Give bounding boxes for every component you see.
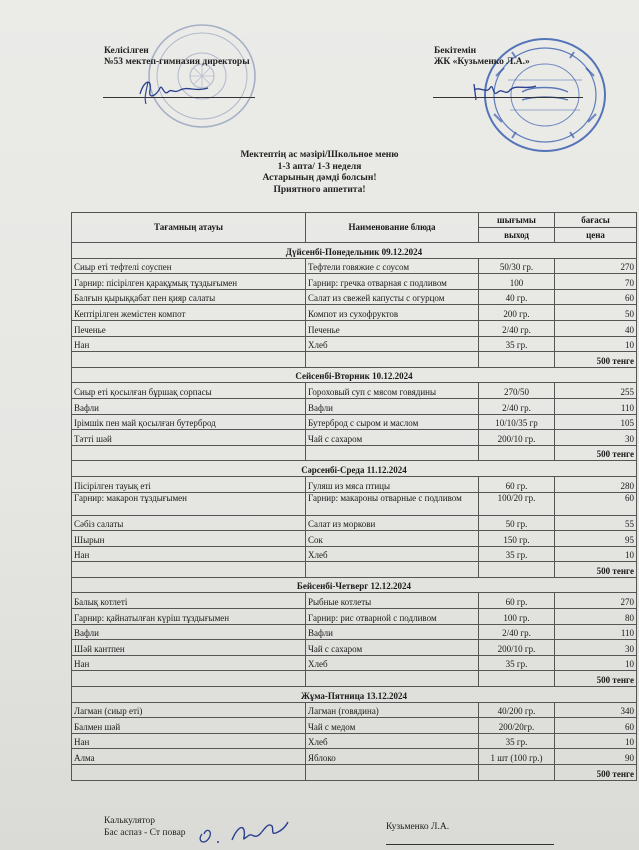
dish-portion: 50/30 гр. (479, 258, 555, 274)
header-price-ru: цена (555, 228, 637, 243)
footer-left (104, 815, 186, 839)
menu-item-row (72, 289, 637, 305)
menu-item-row (72, 305, 637, 321)
chef-signature (192, 812, 292, 848)
approver-signature (470, 76, 540, 106)
dish-portion: 2/40 гр. (479, 624, 555, 640)
menu-item-row (72, 609, 637, 625)
dish-name-ru: Тефтели говяжие с соусом (306, 258, 479, 274)
dish-portion: 200/10 гр. (479, 640, 555, 656)
day-header-row (72, 687, 637, 703)
dish-portion: 150 гр. (479, 531, 555, 547)
footer-name: Кузьменко Л.А. (386, 822, 450, 832)
menu-table-body (72, 243, 637, 781)
day-header-row (72, 461, 637, 477)
dish-name-kz: Нан (72, 546, 306, 562)
dish-name-kz: Алма (72, 749, 306, 765)
dish-name-kz: Лагман (сиыр еті) (72, 702, 306, 718)
dish-name-kz: Вафли (72, 398, 306, 414)
dish-portion: 200 гр. (479, 305, 555, 321)
menu-item-row (72, 515, 637, 531)
menu-item-row (72, 531, 637, 547)
menu-table (71, 212, 637, 781)
menu-item-row (72, 655, 637, 671)
title-line-1: Мектептің ас мәзірі/Школьное меню (240, 150, 399, 160)
dish-name-ru: Хлеб (306, 336, 479, 352)
dish-portion: 100 гр. (479, 609, 555, 625)
dish-price: 340 (555, 702, 637, 718)
dish-portion: 40 гр. (479, 289, 555, 305)
dish-price: 110 (555, 624, 637, 640)
dish-portion: 1 шт (100 гр.) (479, 749, 555, 765)
dish-portion: 270/50 (479, 383, 555, 399)
dish-price: 55 (555, 515, 637, 531)
dish-name-ru: Гарнир: гречка отварная с подливом (306, 274, 479, 290)
day-title: Дүйсенбі-Понедельник 09.12.2024 (72, 243, 637, 259)
dish-price: 60 (555, 492, 637, 515)
dish-price: 255 (555, 383, 637, 399)
dish-name-kz: Вафли (72, 624, 306, 640)
dish-name-kz: Нан (72, 733, 306, 749)
dish-name-kz: Нан (72, 336, 306, 352)
dish-portion: 200/10 гр. (479, 430, 555, 446)
dish-name-ru: Гарнир: макароны отварные с подливом (306, 492, 479, 515)
dish-name-ru: Сок (306, 531, 479, 547)
day-total: 500 тенге (555, 765, 637, 781)
day-header-row (72, 243, 637, 259)
dish-price: 30 (555, 640, 637, 656)
dish-portion: 35 гр. (479, 336, 555, 352)
menu-item-row (72, 593, 637, 609)
day-total-row (72, 352, 637, 368)
empty-cell (72, 765, 306, 781)
approval-left-position: №53 мектеп-гимназия директоры (104, 57, 250, 67)
empty-cell (72, 671, 306, 687)
day-total-row (72, 445, 637, 461)
dish-name-kz: Сиыр еті тефтелі соуспен (72, 258, 306, 274)
menu-item-row (72, 749, 637, 765)
empty-cell (306, 765, 479, 781)
dish-name-ru: Компот из сухофруктов (306, 305, 479, 321)
dish-name-kz: Сиыр еті қосылған бұршақ сорпасы (72, 383, 306, 399)
day-total: 500 тенге (555, 352, 637, 368)
dish-name-ru: Гороховый суп с мясом говядины (306, 383, 479, 399)
dish-name-ru: Гуляш из мяса птицы (306, 476, 479, 492)
empty-cell (479, 352, 555, 368)
menu-item-row (72, 624, 637, 640)
menu-table-header (72, 213, 637, 243)
dish-name-ru: Лагман (говядина) (306, 702, 479, 718)
menu-item-row (72, 398, 637, 414)
dish-name-kz: Тәтті шәй (72, 430, 306, 446)
footer-role-chef: Бас аспаз - Ст повар (104, 828, 186, 838)
footer-role-calculator: Калькулятор (104, 816, 156, 826)
menu-item-row (72, 430, 637, 446)
empty-cell (479, 765, 555, 781)
day-header-row (72, 367, 637, 383)
menu-item-row (72, 546, 637, 562)
day-total-row (72, 671, 637, 687)
dish-portion: 35 гр. (479, 655, 555, 671)
day-total: 500 тенге (555, 562, 637, 578)
dish-price: 110 (555, 398, 637, 414)
title-line-2: 1-3 апта/ 1-3 неделя (277, 161, 362, 172)
approval-right-position: ЖК «Кузьменко Л.А.» (434, 57, 530, 67)
day-total-row (72, 765, 637, 781)
dish-price: 10 (555, 336, 637, 352)
dish-name-kz: Балық котлеті (72, 593, 306, 609)
dish-portion: 200/20гр. (479, 718, 555, 734)
dish-name-kz: Гарнир: пісірілген қарақұмық тұздығымен (72, 274, 306, 290)
day-title: Сейсенбі-Вторник 10.12.2024 (72, 367, 637, 383)
dish-name-kz: Ірімшік пен май қосылған бутерброд (72, 414, 306, 430)
dish-portion: 100 (479, 274, 555, 290)
dish-name-ru: Салат из свежей капусты с огурцом (306, 289, 479, 305)
empty-cell (306, 445, 479, 461)
empty-cell (72, 562, 306, 578)
dish-name-kz: Шәй кантпен (72, 640, 306, 656)
dish-name-ru: Вафли (306, 398, 479, 414)
menu-item-row (72, 320, 637, 336)
empty-cell (306, 562, 479, 578)
day-title: Жұма-Пятница 13.12.2024 (72, 687, 637, 703)
dish-name-kz: Гарнир: макарон тұздығымен (72, 492, 306, 515)
dish-portion: 40/200 гр. (479, 702, 555, 718)
menu-item-row (72, 476, 637, 492)
day-header-row (72, 577, 637, 593)
menu-item-row (72, 718, 637, 734)
dish-name-ru: Чай с медом (306, 718, 479, 734)
dish-price: 280 (555, 476, 637, 492)
dish-portion: 2/40 гр. (479, 320, 555, 336)
dish-price: 40 (555, 320, 637, 336)
dish-price: 270 (555, 593, 637, 609)
dish-name-ru: Чай с сахаром (306, 640, 479, 656)
dish-name-ru: Гарнир: рис отварной с подливом (306, 609, 479, 625)
menu-item-row (72, 336, 637, 352)
menu-item-row (72, 274, 637, 290)
empty-cell (479, 671, 555, 687)
day-title: Бейсенбі-Четверг 12.12.2024 (72, 577, 637, 593)
empty-cell (72, 445, 306, 461)
menu-item-row (72, 492, 637, 515)
dish-portion: 60 гр. (479, 593, 555, 609)
title-line-3: Астарының дәмді болсын! (262, 173, 377, 183)
empty-cell (306, 671, 479, 687)
dish-price: 60 (555, 289, 637, 305)
dish-portion: 100/20 гр. (479, 492, 555, 515)
dish-name-ru: Бутерброд с сыром и маслом (306, 414, 479, 430)
dish-price: 270 (555, 258, 637, 274)
dish-name-ru: Хлеб (306, 655, 479, 671)
dish-portion: 60 гр. (479, 476, 555, 492)
dish-portion: 50 гр. (479, 515, 555, 531)
menu-item-row (72, 733, 637, 749)
dish-name-kz: Гарнир: қайнатылған күріш тұздығымен (72, 609, 306, 625)
dish-portion: 35 гр. (479, 546, 555, 562)
day-total-row (72, 562, 637, 578)
dish-name-ru: Вафли (306, 624, 479, 640)
day-total: 500 тенге (555, 671, 637, 687)
dish-price: 50 (555, 305, 637, 321)
empty-cell (479, 562, 555, 578)
menu-item-row (72, 702, 637, 718)
dish-price: 70 (555, 274, 637, 290)
dish-portion: 35 гр. (479, 733, 555, 749)
header-output-kz: шығымы (479, 213, 555, 228)
dish-price: 95 (555, 531, 637, 547)
dish-name-ru: Хлеб (306, 546, 479, 562)
dish-name-ru: Хлеб (306, 733, 479, 749)
day-total: 500 тенге (555, 445, 637, 461)
dish-name-ru: Яблоко (306, 749, 479, 765)
dish-name-ru: Печенье (306, 320, 479, 336)
dish-name-kz: Сәбіз салаты (72, 515, 306, 531)
dish-name-ru: Рыбные котлеты (306, 593, 479, 609)
dish-price: 30 (555, 430, 637, 446)
dish-name-kz: Пісірілген тауық еті (72, 476, 306, 492)
day-title: Сәрсенбі-Среда 11.12.2024 (72, 461, 637, 477)
dish-price: 10 (555, 733, 637, 749)
menu-item-row (72, 383, 637, 399)
header-output-ru: выход (479, 228, 555, 243)
dish-name-kz: Шырын (72, 531, 306, 547)
dish-price: 80 (555, 609, 637, 625)
dish-name-ru: Чай с сахаром (306, 430, 479, 446)
empty-cell (72, 352, 306, 368)
approval-left-block (104, 46, 250, 68)
dish-name-kz: Нан (72, 655, 306, 671)
dish-name-kz: Печенье (72, 320, 306, 336)
title-line-4: Приятного аппетита! (273, 184, 366, 195)
approval-right-block (434, 46, 530, 68)
approval-left-label: Келісілген (104, 46, 149, 56)
menu-item-row (72, 640, 637, 656)
dish-name-ru: Салат из моркови (306, 515, 479, 531)
header-name-ru: Наименование блюда (306, 213, 479, 243)
dish-price: 105 (555, 414, 637, 430)
empty-cell (306, 352, 479, 368)
dish-name-kz: Балмен шәй (72, 718, 306, 734)
dish-price: 10 (555, 546, 637, 562)
menu-item-row (72, 414, 637, 430)
approval-right-label: Бекітемін (434, 46, 477, 56)
director-signature (134, 74, 212, 106)
dish-name-kz: Кептірілген жемістен компот (72, 305, 306, 321)
header-price-kz: бағасы (555, 213, 637, 228)
dish-name-kz: Балғын қырыққабат пен қияр салаты (72, 289, 306, 305)
empty-cell (479, 445, 555, 461)
footer-signature-line (386, 844, 554, 845)
menu-title (0, 150, 639, 196)
dish-price: 60 (555, 718, 637, 734)
menu-item-row (72, 258, 637, 274)
dish-portion: 10/10/35 гр (479, 414, 555, 430)
dish-price: 10 (555, 655, 637, 671)
header-name-kz: Тағамның атауы (72, 213, 306, 243)
dish-price: 90 (555, 749, 637, 765)
dish-portion: 2/40 гр. (479, 398, 555, 414)
